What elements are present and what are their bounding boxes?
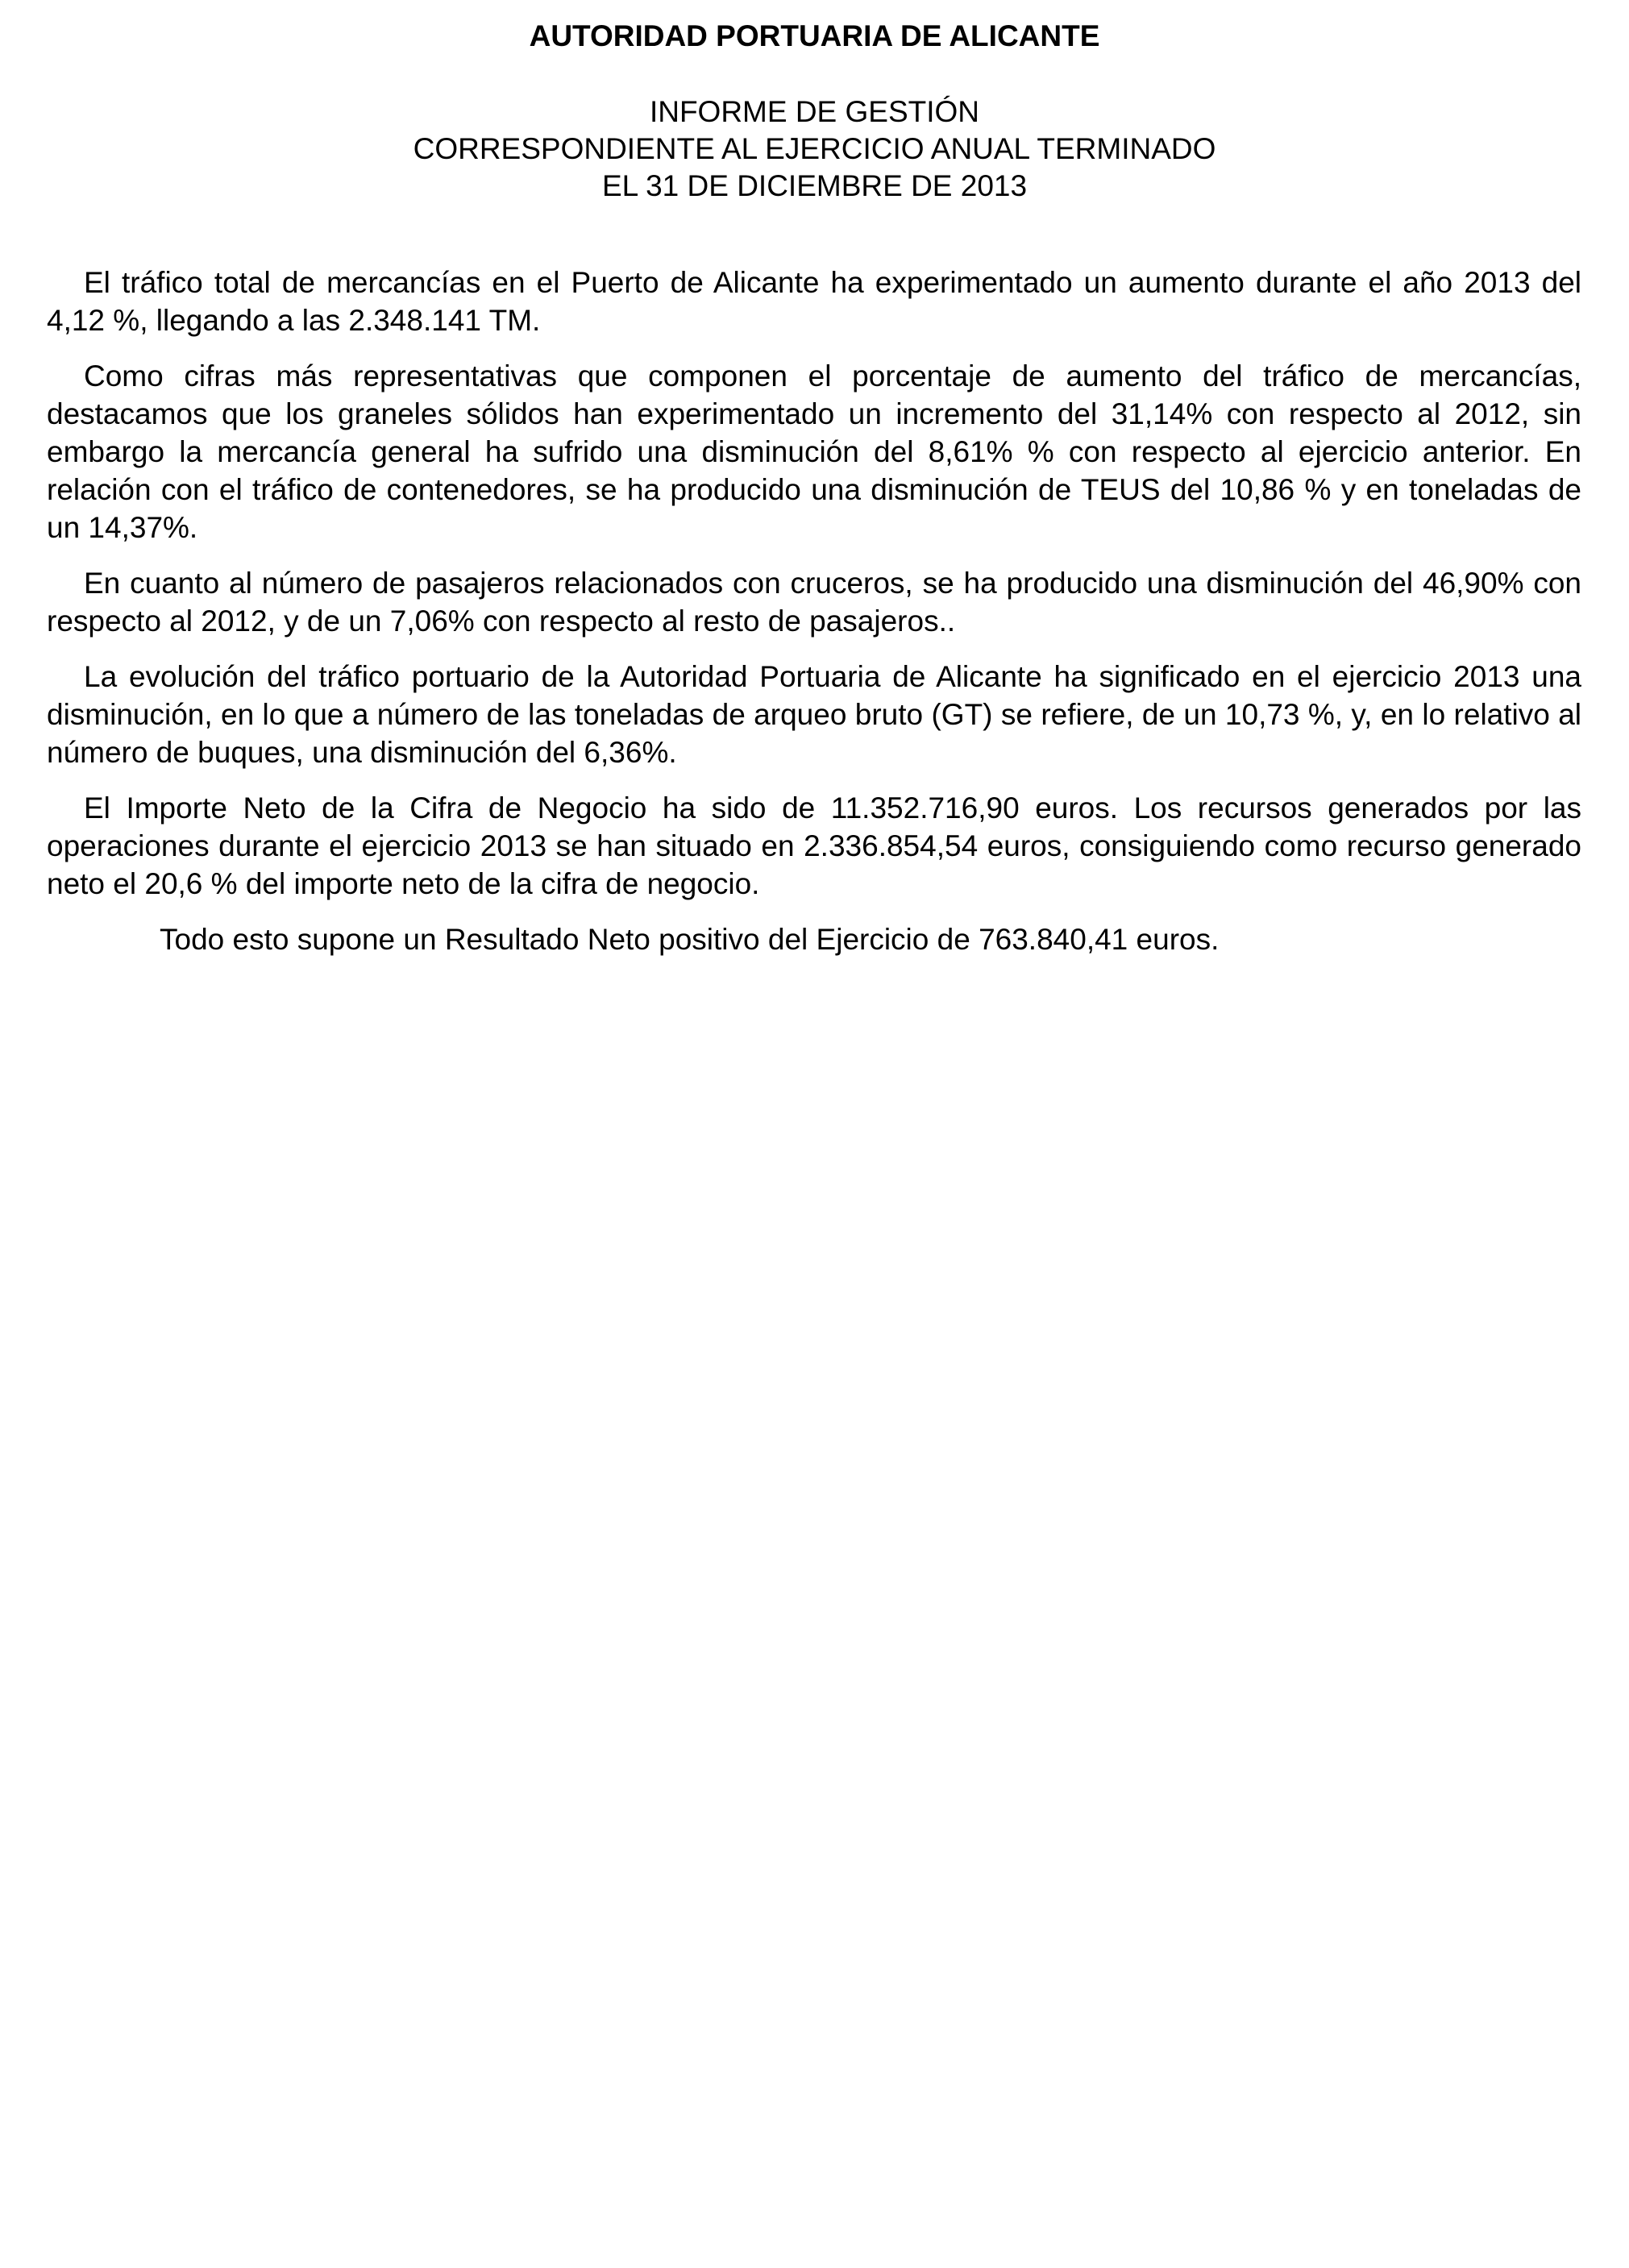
report-title-line-2: CORRESPONDIENTE AL EJERCICIO ANUAL TERMINADO [413, 132, 1216, 165]
paragraph-representative-figures: Como cifras más representativas que componen el porcentaje de aumento del tráfico de mercancías, destacamos que los graneles sólidos han experimentado un incremento del 31,14% con respecto al 2012, sin embargo la mercancía general ha sufrido una disminución del 8,61% % con respecto al ejercicio anterior. En relación con el tráfico de contenedores, se ha producido una disminución de TEUS del 10,86 % y en toneladas de un 14,37%. [47, 359, 1581, 544]
report-title-line-3: EL 31 DE DICIEMBRE DE 2013 [601, 169, 1028, 202]
report-heading [0, 93, 1629, 205]
paragraph-net-result: Todo esto supone un Resultado Neto positivo del Ejercicio de 763.840,41 euros. [160, 923, 1220, 956]
paragraph-port-traffic-evolution: La evolución del tráfico portuario de la Autoridad Portuaria de Alicante ha significado en el ejercicio 2013 una disminución, en lo que a número de las toneladas de arqueo bruto (GT) se refiere, de un 10,73 %, y, en lo relativo al número de buques, una disminución del 6,36%. [47, 660, 1581, 769]
paragraph-net-revenue: El Importe Neto de la Cifra de Negocio ha sido de 11.352.716,90 euros. Los recursos generados por las operaciones durante el ejercicio 2013 se han situado en 2.336.854,54 euros, consiguiendo como recurso generado neto el 20,6 % del importe neto de la cifra de negocio. [47, 791, 1581, 900]
report-title-line-1: INFORME DE GESTIÓN [649, 95, 980, 128]
organization-title: AUTORIDAD PORTUARIA DE ALICANTE [529, 19, 1100, 52]
paragraph-merchandise-traffic: El tráfico total de mercancías en el Puerto de Alicante ha experimentado un aumento durante el año 2013 del 4,12 %, llegando a las 2.348.141 TM. [47, 266, 1581, 337]
report-body [47, 264, 1581, 976]
paragraph-cruise-passengers: En cuanto al número de pasajeros relacionados con cruceros, se ha producido una disminución del 46,90% con respecto al 2012, y de un 7,06% con respecto al resto de pasajeros.. [47, 567, 1581, 638]
